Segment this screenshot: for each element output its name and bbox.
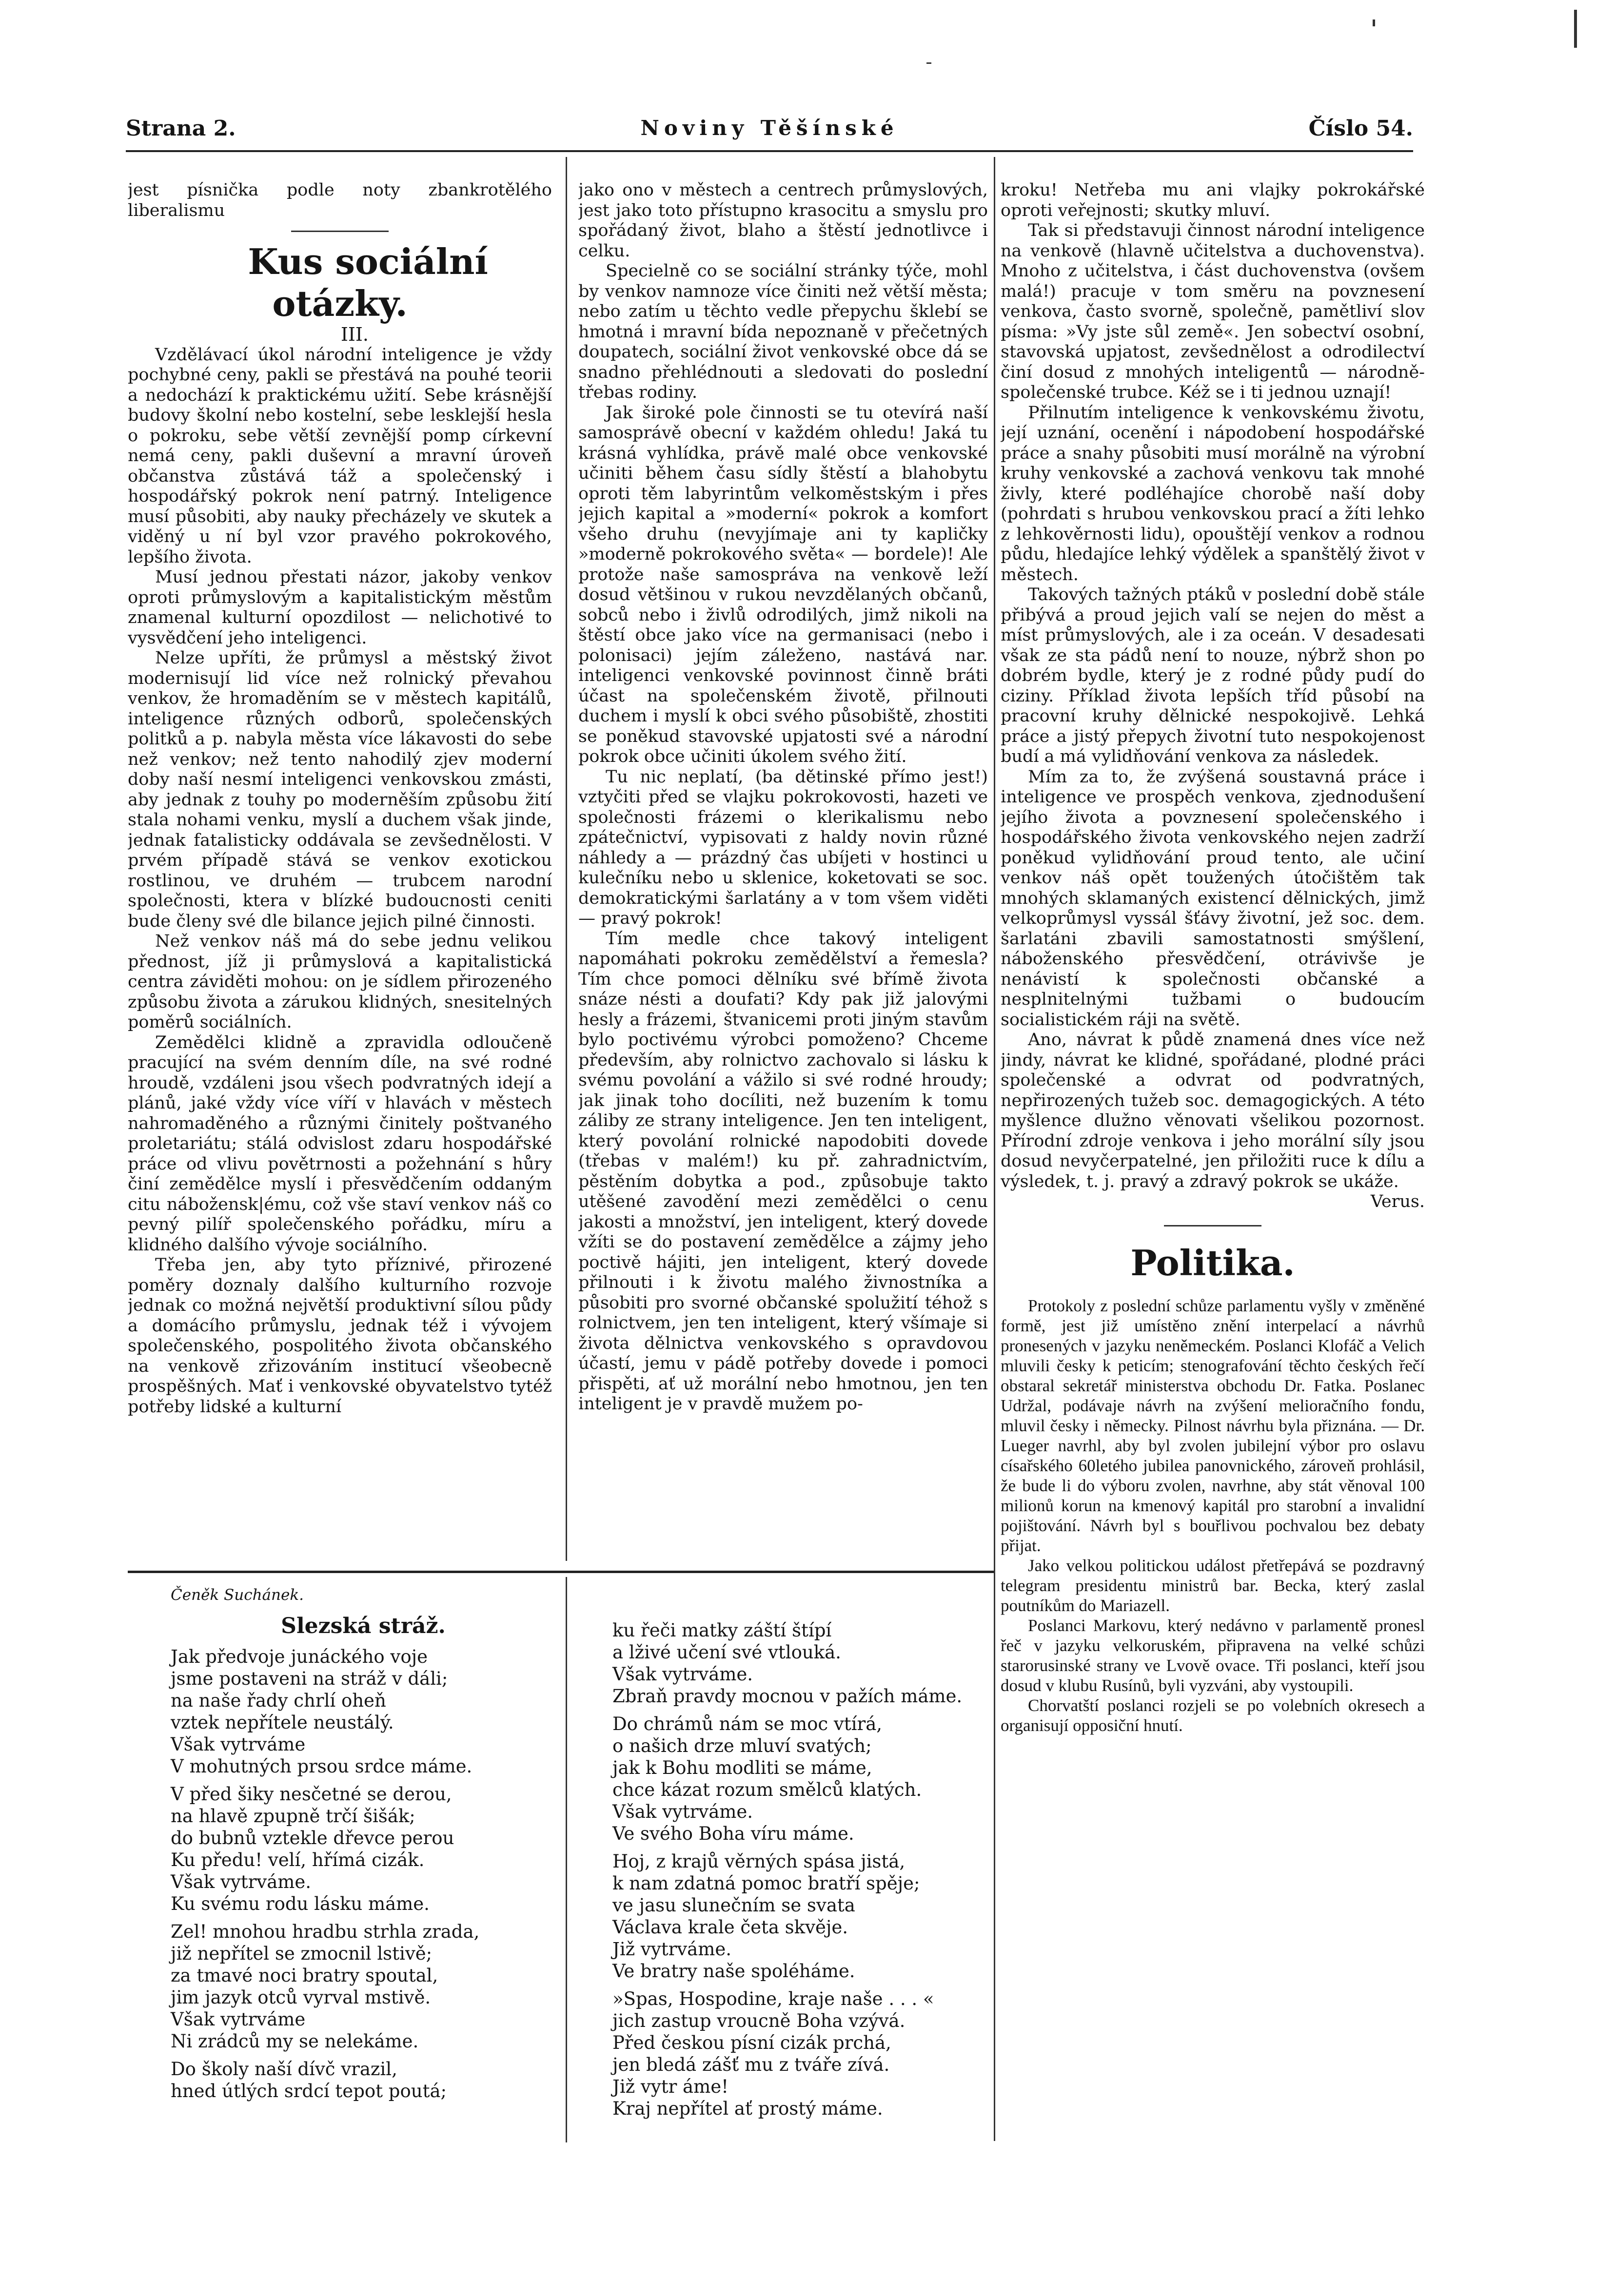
- poem-line: Před českou písní cizák prchá,: [612, 2032, 891, 2053]
- paragraph: Tu nic neplatí, (ba dětinské přímo jest!) vztyčiti před se vlajku pokrokovosti, hazeti ve společnosti frázemi o klerikalismu nebo zpátečnictví, vypisovati z haldy novin různé náhledy a — prázdný čas ubíjeti v hostinci u kulečníku nebo u sklenice, koketovati se soc. demokratickými šarlatány a v tom všem viděti — pravý pokrok!: [578, 767, 988, 928]
- newspaper-title: Noviny Těšínské: [640, 116, 899, 140]
- scan-border-mark: [1574, 10, 1577, 48]
- article-part: III.: [340, 324, 369, 345]
- poem-stanza: [171, 1646, 556, 1777]
- section-separator: [1164, 1225, 1261, 1226]
- poem-line: vztek nepřítele neustálý.: [171, 1712, 394, 1733]
- poem-line: Zbraň pravdy mocnou v pažích máme.: [612, 1686, 963, 1707]
- poem-line: Již vytrváme.: [612, 1939, 731, 1960]
- poem-stanza: [612, 1850, 988, 1982]
- poem-line: ku řeči matky záští štípí: [612, 1620, 832, 1641]
- paragraph: jako ono v městech a centrech průmyslových, jest jako toto přístupno krasocitu a smyslu pro spořádaný život, blaho a štěstí jednotlivce i celku.: [578, 180, 988, 261]
- paragraph: Ano, návrat k půdě znamená dnes více než jindy, návrat ke klidné, spořádané, plodné práci společenské a odvrat od podvratných, nepřirozených tužeb soc. demagogických. A této myšlence dlužno věnovati všelikou pozornost. Přírodní zdroje venkova i jeho morální síly jsou dosud nevyčerpatelné, jen přiložiti ruce k dílu a výsledek, t. j. pravý a zdravý pokrok se ukáže.: [1001, 1030, 1425, 1191]
- poem-line: Do chrámů nám se moc vtírá,: [612, 1713, 883, 1734]
- paragraph: Tak si představuji činnost národní inteligence na venkově (hlavně učitelstva a duchovenstva). Mnoho z učitelstva, i část duchovenstva (ovšem malá!) pracuje v tom směru na povznesení venkova, často svorně, společně, pamětliví slov písma: »Vy jste sůl země«. Jen sobectví osobní, stavovská upjatost, zevšednělost a odrodilectví činí dosud z mnohých inteligentů — národně-společenské trubce. Kéž se i ti jednou uznají!: [1001, 221, 1425, 402]
- poem-line: »Spas, Hospodine, kraje naše . . . «: [612, 1988, 934, 2009]
- poem-line: Však vytrváme: [171, 2009, 306, 2030]
- paragraph: Jako velkou politickou událost přetřepává se pozdravný telegram presidentu ministrů bar. Becka, který zaslal poutníkům do Mariazell.: [1001, 1556, 1425, 1615]
- poem-line: jen bledá zášť mu z tváře zívá.: [612, 2054, 890, 2075]
- poem-line: Ve bratry naše spoléháme.: [612, 1961, 855, 1982]
- column-divider: [994, 157, 995, 2141]
- poem-title: Slezská stráž.: [281, 1614, 446, 1638]
- poem-line: Již vytr áme!: [612, 2076, 729, 2097]
- poem-line: Do školy naší dívč vrazil,: [171, 2059, 397, 2080]
- poem-left: [171, 1584, 556, 2108]
- column-3: [1001, 180, 1425, 2145]
- scan-speck: [926, 62, 931, 64]
- poem-stanza: [612, 1713, 988, 1845]
- poem-line: V před šiky nesčetné se derou,: [171, 1784, 452, 1805]
- poem-line: Však vytrváme.: [171, 1871, 312, 1892]
- article-separator: [291, 231, 389, 232]
- poem-line: jsme postaveni na stráž v dáli;: [171, 1668, 448, 1689]
- poem-line: Václava krale četa skvěje.: [612, 1917, 848, 1938]
- poem-line: jim jazyk otců vyrval mstivě.: [171, 1987, 431, 2008]
- paragraph: Tím medle chce takový inteligent napomáhati pokroku zemědělství a řemesla? Tím chce pomoci dělníku své břímě života snáze nésti a doufati? Kdy pak již jalovými hesly a frázemi, štvanicemi proti jiným stavům bylo poctivému výrobci pomoženo? Chceme především, aby rolnictvo zachovalo si lásku k svému povolání a vážilo si své rodné hroudy; jak jinak toho docíliti, než buzením k tomu záliby ze strany inteligence. Jen ten inteligent, který povolání rolnické napodobiti dovede (třebas v malém!) ku př. zahradnictvím, pěstěním dobytka a pod., způsobuje takto utěšené zavodění mezi zemědělci o cenu jakosti a množství, jen inteligent, který dovede vžíti se do postavení zemědělce a zájmy jeho poctivě hájiti, jen inteligent, který dovede přilnouti i k životu malého živnostníka a působiti pro svorné občanské spolužití téhož s rolnictvem, jen ten inteligent, který všímaje si života dělnictva venkovského s opravdovou účastí, jemu v pádě potřeby dovede i pomoci přispěti, ať už morální nebo hmotnou, jen ten inteligent je v pravdě mužem po-: [578, 929, 988, 1414]
- poem-line: Zel! mnohou hradbu strhla zrada,: [171, 1921, 480, 1942]
- poem-line: Však vytrváme.: [612, 1664, 753, 1685]
- poem-line: Kraj nepřítel ať prostý máme.: [612, 2098, 883, 2119]
- paragraph: Přilnutím inteligence k venkovskému životu, její uznání, ocenění i nápodobení hospodářské práce a snahy působiti musí morálně na výrobní kruhy venkovské a zachová venkovu tak mnohé živly, které podléhajíce chorobě naší doby (pohrdati s hrubou venkovskou prací a žíti lehko z lehkověrnosti lidu), opouštějí venkov a rodnou půdu, hledajíce lehký výdělek a spanštělý život v městech.: [1001, 403, 1425, 584]
- poem-line: a lživé učení své vtlouká.: [612, 1642, 841, 1663]
- paragraph: Chorvatští poslanci rozjeli se po volebních okresech a organisují opposiční hnutí.: [1001, 1695, 1425, 1735]
- page-number: Strana 2.: [126, 116, 236, 141]
- paragraph: Vzdělávací úkol národní inteligence je vždy pochybné ceny, pakli se přestává na pouhé teorii a nedochází k praktickému užití. Sebe krásnější budovy školní nebo kostelní, sebe lesklejší hesla o pokroku, sebe větší zevnější pomp církevní nemá ceny, pakli duševní a mravní úroveň občanstva zůstává táž a společenský i hospodářský pokrok není patrný. Inteligence musí působiti, aby nauky přecházely ve skutek a viděný u ní byl vzor pravého pokrokového, lepšího života.: [128, 345, 552, 567]
- poem-line: k nam zdatná pomoc bratří spěje;: [612, 1873, 920, 1894]
- poem-line: Však vytrváme.: [612, 1801, 753, 1822]
- poem-stanza: [171, 1783, 556, 1915]
- page-header: [126, 116, 1413, 145]
- article-signature: Verus.: [1370, 1192, 1425, 1211]
- poem-line: Ve svého Boha víru máme.: [612, 1823, 854, 1844]
- poem-stanza: [171, 1921, 556, 2052]
- paragraph: Třeba jen, aby tyto příznivé, přirozené poměry doznaly dalšího kulturního rozvoje jednak co možná největší produktivní sílou půdy a domácího průmyslu, jednak též i vývojem společenského, pospolitého života občanského na venkově zřizováním institucí všeobecně prospěšných. Mať i venkovské obyvatelstvo tytéž potřeby lidské a kulturní: [128, 1255, 552, 1417]
- poem-line: jich zastup vroucně Boha vzývá.: [612, 2010, 906, 2031]
- column-1: [128, 180, 552, 1565]
- paragraph: Mím za to, že zvýšená soustavná práce i inteligence ve prospěch venkova, zjednodušení jejího života a povznesení společenského i hospodářského života venkovského nejen zadrží poněkud vylidňování proud tento, ale učiní venkov náš opět toužených útočištěm tak mnohých sklamaných existencí dělnických, jimž velkoprůmysl vyssál šťávy životní, jež soc. dem. šarlatáni zbavili samostatnosti smýšlení, náboženského přesvědčení, otrávivše je nenávistí k společnosti občanské a nesplnitelnými tužbami o budoucím socialistickém ráji na světě.: [1001, 767, 1425, 1030]
- paragraph: Takových tažných ptáků v poslední době stále přibývá a proud jejich valí se nejen do měst a míst průmyslových, ale i za oceán. V desadesati však ze sta pádů není to nouze, nýbrž shon po dobrém bydle, který je z rodné půdy pudí do ciziny. Příklad života lepších tříd působí na pracovní kruhy dělnické nespokojivě. Lehká práce a jistý přepych životní tuto nespokojenost budí a má vylidňování venkova za následek.: [1001, 585, 1425, 766]
- intro-text: jest písnička podle noty zbankrotělého liberalismu: [128, 180, 552, 220]
- paragraph: Než venkov náš má do sebe jednu velikou přednost, jíž ji průmyslová a kapitalistická centra záviděti mohou: on je sídlem přirozeného způsobu života a zárukou klidných, snesitelných poměrů sociálních.: [128, 932, 552, 1032]
- poem-line: Hoj, z krajů věrných spása jistá,: [612, 1851, 906, 1872]
- politika-body: [1001, 1296, 1425, 1735]
- section-title-politika: Politika.: [1130, 1242, 1295, 1284]
- header-rule: [126, 150, 1413, 152]
- column-2: [578, 180, 988, 1565]
- paragraph: kroku! Netřeba mu ani vlajky pokrokářské oproti veřejnosti; skutky mluví.: [1001, 180, 1425, 220]
- poem-line: na naše řady chrlí oheň: [171, 1690, 386, 1711]
- poem-author: Čeněk Suchánek.: [171, 1586, 304, 1604]
- poem-line: do bubnů vztekle dřevce perou: [171, 1828, 454, 1848]
- issue-number: Číslo 54.: [1308, 116, 1413, 141]
- poem-stanza: [612, 1988, 988, 2120]
- poem-line: Ku svému rodu lásku máme.: [171, 1893, 430, 1914]
- poem-stanza: [612, 1619, 988, 1707]
- poem-line: V mohutných prsou srdce máme.: [171, 1756, 473, 1777]
- paragraph: Musí jednou přestati názor, jakoby venkov oproti průmyslovým a kapitalistickým městům znamenal kulturní opozdilost — nelichotivé to vysvědčení jeho inteligenci.: [128, 567, 552, 648]
- poem-line: ve jasu slunečním se svata: [612, 1895, 855, 1916]
- scan-speck: [1373, 19, 1375, 26]
- poem-line: Ni zrádců my se nelekáme.: [171, 2031, 419, 2052]
- paragraph: Protokoly z poslední schůze parlamentu vyšly v změněné formě, jest již umístěno znění interpelací a návrhů pronesených v jazyku neněmeckém. Poslanci Klofáč a Velich mluvili česky k peticím; stenografování těchto českých řečí obstaral sekretář ministerstva obchodu Dr. Fatka. Poslanec Udržal, podávaje návrh na zvýšení melioračního fondu, mluvil česky i německy. Pilnost návrhu byla přiznána. — Dr. Lueger navrhl, aby byl zvolen jubilejní výbor pro oslavu císařského 60letého jubilea panovnického, zároveň prohlásil, že bude li do výboru zvolen, navrhne, aby stát věnoval 100 milionů korun na kmenový kapitál pro starobní a invalidní pojištování. Návrh byl s bouřlivou pochvalou bez debaty přijat.: [1001, 1296, 1425, 1555]
- paragraph: Nelze upříti, že průmysl a městský život modernisují lid více než rolnický převahou venkov, že hromaděním se v městech kapitálů, inteligence různých odborů, společenských politků a p. nabyla města více lákavosti do sebe než venkov; než tento nahodilý zjev moderní doby naší nesmí inteligenci venkovskou zmásti, aby jednak z touhy po moderněším způsobu žití stala nohami venku, myslí a duchem však jinde, jednak fatalisticky oddávala se zevšednělosti. V prvém případě stává se venkov exotickou rostlinou, ve druhém — trubcem narodní společnosti, ktera v blízké budoucnosti ceniti bude členy své dle bilance jejich pilné činnosti.: [128, 648, 552, 931]
- poem-rule: [128, 1571, 994, 1573]
- poem-line: Ku předu! velí, hřímá cizák.: [171, 1849, 425, 1870]
- poem-line: již nepřítel se zmocnil lstivě;: [171, 1943, 433, 1964]
- column-divider: [566, 1577, 567, 2142]
- poem-line: na hlavě zpupně trčí šišák;: [171, 1806, 415, 1827]
- article-title: Kus sociální otázky.: [248, 241, 488, 324]
- poem-line: za tmavé noci bratry spoutal,: [171, 1965, 438, 1986]
- poem-line: hned útlých srdcí tepot poutá;: [171, 2081, 447, 2101]
- poem-line: jak k Bohu modliti se máme,: [612, 1757, 872, 1778]
- paragraph: Poslanci Markovu, který nedávno v parlamentě pronesl řeč v jazyku velkoruském, připravena na velké schůzi starorusinské strany ve Lvově ovace. Tři poslanci, kteří jsou dosud v klubu Rusínů, byli vyzváni, aby vystoupili.: [1001, 1615, 1425, 1695]
- poem-line: Jak předvoje junáckého voje: [171, 1646, 428, 1667]
- poem-line: Však vytrváme: [171, 1734, 306, 1755]
- paragraph: Zemědělci klidně a zpravidla odloučeně pracující na svém denním díle, na své rodné hroudě, vzdáleni jsou všech podvratných idejí a plánů, jaké vždy více víří v hlavách v městech nahromaděného a různými činitely poštvaného proletariátu; stálá odvislost zdaru hospodářské práce od vlivu povětrnosti a požehnání s hůry činí zemědělce myslí i přesvědčením oddaným citu nábožensk|ému, což vše staví venkov náš co pevný pilíř společenského pořádku, míru a klidného dalšího vývoje sociálního.: [128, 1032, 552, 1255]
- paragraph: Jak široké pole činnosti se tu otevírá naší samosprávě obecní v každém ohledu! Jaká tu krásná vyhlídka, právě malé obce venkovské učiniti během času sídly štěstí a blahobytu oproti těm labyrintům velkoměstským i přes jejich kapital a »moderní« pokrok a komfort všeho druhu (nevyjímaje ani ty kapličky »moderně pokrokového světa« — bordele)! Ale protože naše samospráva na venkově leží dosud většinou v rukou nevzdělaných občanů, sobců nebo i živlů odrodilých, jimž nikoli na štěstí obce jako více na germanisaci (nebo i polonisaci) jejím záleženo, nastává nar. inteligenci venkovské povinnost činně bráti účast na společenském životě, přilnouti duchem i myslí k obci svého působiště, zhostiti se poněkud stavovské upjatosti své a národní pokrok obce učiniti úkolem svého žití.: [578, 403, 988, 766]
- poem-line: o našich drze mluví svatých;: [612, 1735, 872, 1756]
- paragraph: Specielně co se sociální stránky týče, mohl by venkov namnoze více činiti než větší města; nebo zatím u těchto vedle přepychu šklebí se hmotná i mravní bída nepoznaně v přečetných doupatech, sociální život venkovské obce dá se snadno přehlédnouti a sledovati do poslední třebas rodiny.: [578, 261, 988, 402]
- column-divider: [566, 157, 567, 1561]
- poem-stanza: [171, 2058, 556, 2102]
- poem-line: chce kázat rozum smělců klatých.: [612, 1779, 922, 1800]
- poem-right: [612, 1619, 988, 2125]
